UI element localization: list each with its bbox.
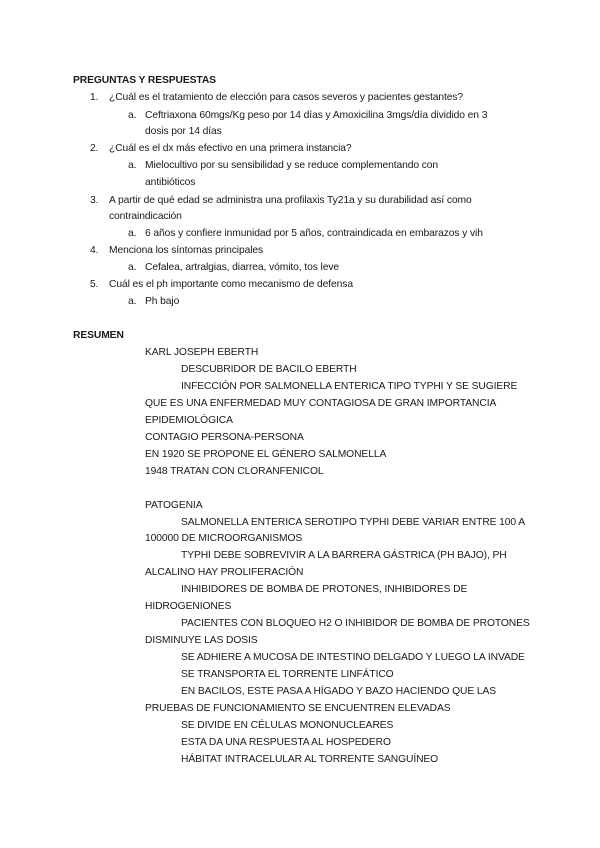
resumen-line: SE ADHIERE A MUCOSA DE INTESTINO DELGADO Y LUEGO LA INVADE: [181, 652, 525, 663]
answer-text: Cefalea, artralgias, diarrea, vómito, tos leve: [145, 262, 339, 273]
question-text: ¿Cuál es el dx más efectivo en una primera instancia?: [109, 143, 352, 154]
resumen-line: HIDROGENIONES: [145, 601, 232, 612]
resumen-line: DISMINUYE LAS DOSIS: [145, 635, 258, 646]
resumen-line: EPIDEMIOLÓGICA: [145, 415, 233, 426]
resumen-line: PRUEBAS DE FUNCIONAMIENTO SE ENCUENTREN ELEVADAS: [145, 703, 451, 714]
resumen-line: 1948 TRATAN CON CLORANFENICOL: [145, 466, 324, 477]
resumen-line: SE TRANSPORTA EL TORRENTE LINFÁTICO: [181, 669, 394, 680]
answer-text: dosis por 14 días: [145, 126, 222, 137]
answer-text: Ph bajo: [145, 296, 180, 307]
answer-letter: a.: [128, 160, 137, 171]
resumen-line: CONTAGIO PERSONA-PERSONA: [145, 432, 304, 443]
resumen-line: ESTA DA UNA RESPUESTA AL HOSPEDERO: [181, 737, 391, 748]
resumen-line: SE DIVIDE EN CÉLULAS MONONUCLEARES: [181, 720, 394, 731]
question-text: contraindicación: [109, 211, 182, 222]
question-number: 3.: [90, 195, 99, 206]
answer-letter: a.: [128, 262, 137, 273]
resumen-line: QUE ES UNA ENFERMEDAD MUY CONTAGIOSA DE GRAN IMPORTANCIA: [145, 398, 497, 409]
resumen-line: KARL JOSEPH EBERTH: [145, 347, 259, 358]
question-text: Menciona los síntomas principales: [109, 245, 264, 256]
answer-letter: a.: [128, 228, 137, 239]
resumen-line: EN 1920 SE PROPONE EL GÉNERO SALMONELLA: [145, 449, 387, 460]
answer-letter: a.: [128, 296, 137, 307]
resumen-line: SALMONELLA ENTERICA SEROTIPO TYPHI DEBE VARIAR ENTRE 100 A: [181, 517, 526, 528]
resumen-line: TYPHI DEBE SOBREVIVIR A LA BARRERA GÁSTRICA (PH BAJO), PH: [181, 550, 507, 561]
resumen-line: ALCALINO HAY PROLIFERACIÓN: [145, 567, 304, 578]
answer-text: antibióticos: [145, 177, 196, 188]
question-number: 4.: [90, 245, 99, 256]
resumen-heading: RESUMEN: [73, 330, 124, 341]
question-text: Cuál es el ph importante como mecanismo de defensa: [109, 279, 353, 290]
resumen-line: PACIENTES CON BLOQUEO H2 O INHIBIDOR DE BOMBA DE PROTONES: [181, 618, 530, 629]
resumen-line: HÁBITAT INTRACELULAR AL TORRENTE SANGUÍNEO: [181, 754, 439, 765]
qa-heading: PREGUNTAS Y RESPUESTAS: [73, 75, 216, 86]
answer-text: 6 años y confiere inmunidad por 5 años, contraindicada en embarazos y vih: [145, 228, 483, 239]
resumen-line: INFECCIÓN POR SALMONELLA ENTERICA TIPO TYPHI Y SE SUGIERE: [181, 381, 518, 392]
resumen-line: INHIBIDORES DE BOMBA DE PROTONES, INHIBIDORES DE: [181, 584, 468, 595]
question-number: 2.: [90, 143, 99, 154]
question-text: A partir de qué edad se administra una profilaxis Ty21a y su durabilidad así como: [109, 195, 472, 206]
question-number: 1.: [90, 92, 99, 103]
resumen-line: 100000 DE MICROORGANISMOS: [145, 533, 303, 544]
answer-text: Ceftriaxona 60mgs/Kg peso por 14 días y Amoxicilina 3mgs/día dividido en 3: [145, 110, 488, 121]
question-text: ¿Cuál es el tratamiento de elección para casos severos y pacientes gestantes?: [109, 92, 464, 103]
answer-text: Mielocultivo por su sensibilidad y se reduce complementando con: [145, 160, 439, 171]
resumen-line: PATOGENIA: [145, 500, 203, 511]
resumen-line: EN BACILOS, ESTE PASA A HÍGADO Y BAZO HACIENDO QUE LAS: [181, 686, 497, 697]
resumen-line: DESCUBRIDOR DE BACILO EBERTH: [181, 364, 357, 375]
question-number: 5.: [90, 279, 99, 290]
answer-letter: a.: [128, 110, 137, 121]
